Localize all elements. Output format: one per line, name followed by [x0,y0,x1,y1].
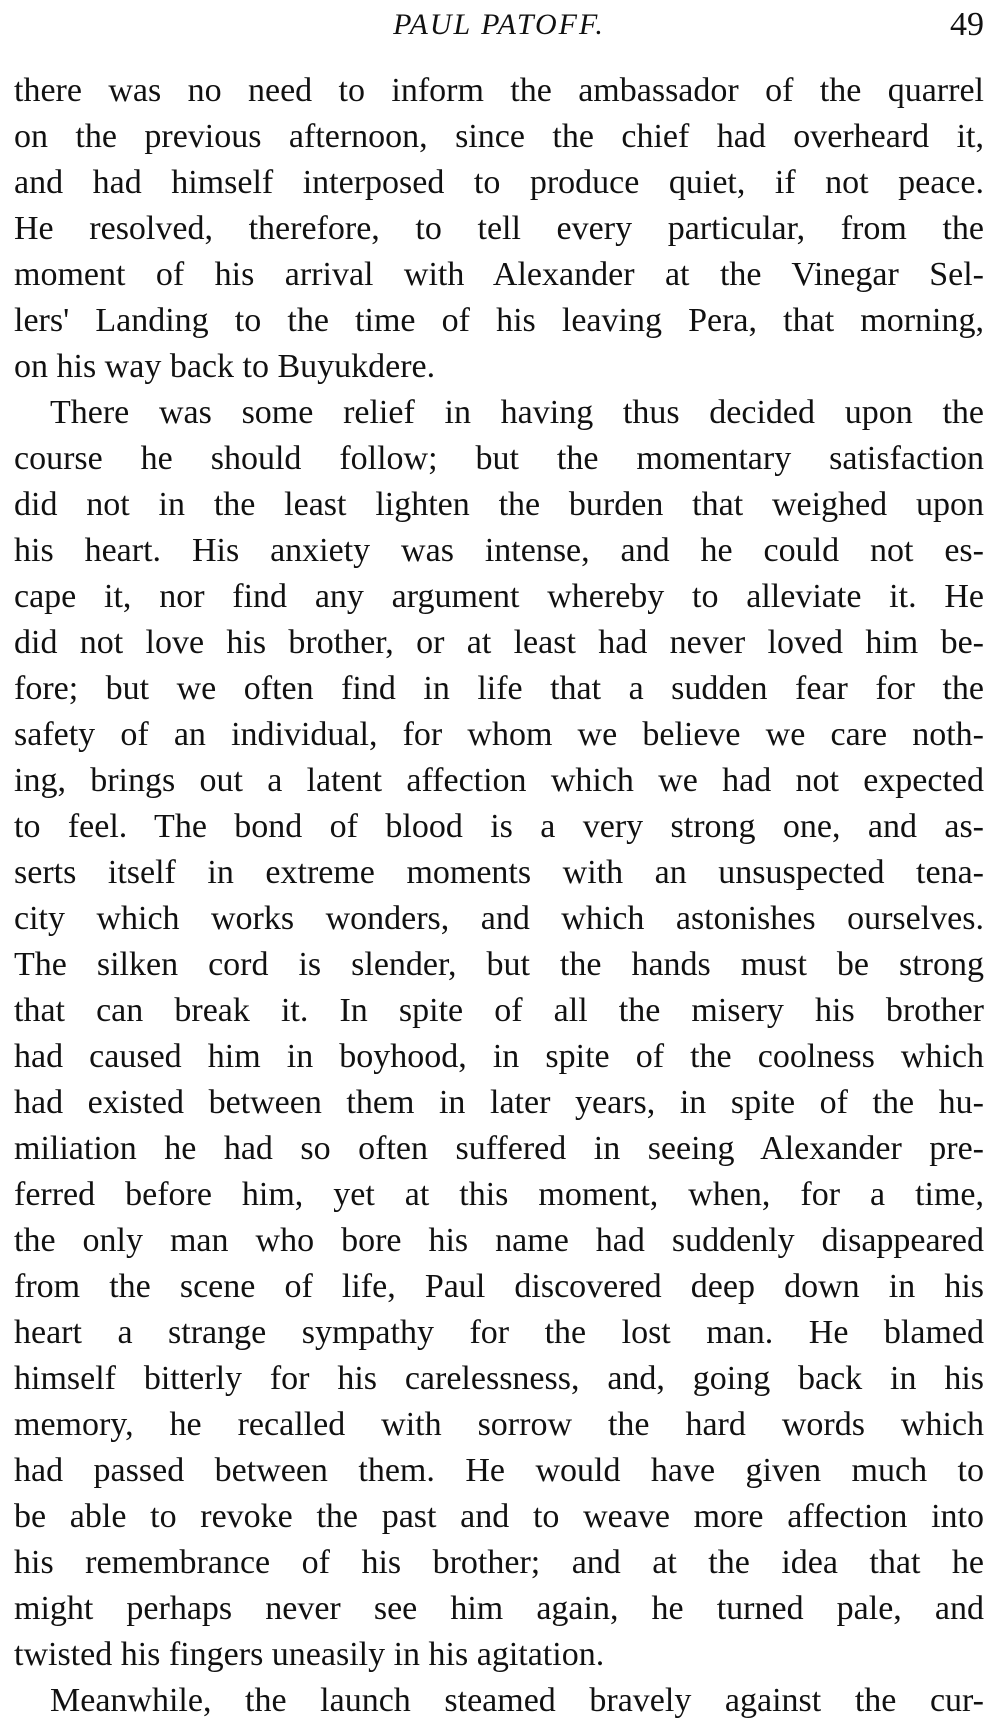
text-line: from the scene of life, Paul discovered deep down in his [14,1268,984,1305]
text-line: safety of an individual, for whom we believe we care noth- [14,716,984,753]
text-line: the only man who bore his name had suddenly disappeared [14,1222,984,1259]
text-line: ferred before him, yet at this moment, when, for a time, [14,1176,984,1213]
paragraph [14,68,984,390]
text-line: had passed between them. He would have given much to [14,1452,984,1489]
text-line: did not love his brother, or at least had never loved him be- [14,624,984,661]
text-line: there was no need to inform the ambassador of the quarrel [14,72,984,109]
paragraph [14,1678,984,1724]
text-line: The silken cord is slender, but the hands must be strong [14,946,984,983]
text-line: miliation he had so often suffered in seeing Alexander pre- [14,1130,984,1167]
text-line: on his way back to Buyukdere. [14,348,436,385]
text-line: There was some relief in having thus decided upon the [50,394,984,431]
text-line: He resolved, therefore, to tell every particular, from the [14,210,984,247]
text-line: heart a strange sympathy for the lost man. He blamed [14,1314,984,1351]
text-line: twisted his fingers uneasily in his agitation. [14,1636,605,1673]
text-line: had existed between them in later years, in spite of the hu- [14,1084,984,1121]
text-line: his heart. His anxiety was intense, and he could not es- [14,532,984,569]
text-line: be able to revoke the past and to weave more affection into [14,1498,984,1535]
text-line: memory, he recalled with sorrow the hard words which [14,1406,984,1443]
text-line: and had himself interposed to produce quiet, if not peace. [14,164,984,201]
text-line: might perhaps never see him again, he turned pale, and [14,1590,984,1627]
text-line: had caused him in boyhood, in spite of the coolness which [14,1038,984,1075]
paragraph [14,390,984,1678]
text-line: did not in the least lighten the burden that weighed upon [14,486,984,523]
running-head [14,6,984,56]
page-number: 49 [950,6,984,43]
text-line: serts itself in extreme moments with an unsuspected tena- [14,854,984,891]
text-line: that can break it. In spite of all the misery his brother [14,992,984,1029]
text-line: course he should follow; but the momentary satisfaction [14,440,984,477]
text-line: city which works wonders, and which astonishes ourselves. [14,900,984,937]
body-text [14,68,984,1724]
text-line: on the previous afternoon, since the chief had overheard it, [14,118,984,155]
text-line: moment of his arrival with Alexander at the Vinegar Sel- [14,256,984,293]
running-title: PAUL PATOFF. [393,8,605,41]
text-line: lers' Landing to the time of his leaving Pera, that morning, [14,302,984,339]
text-line: himself bitterly for his carelessness, and, going back in his [14,1360,984,1397]
text-line: cape it, nor find any argument whereby to alleviate it. He [14,578,984,615]
text-line: fore; but we often find in life that a sudden fear for the [14,670,984,707]
text-line: to feel. The bond of blood is a very strong one, and as- [14,808,984,845]
text-line: ing, brings out a latent affection which we had not expected [14,762,984,799]
text-line: Meanwhile, the launch steamed bravely against the cur- [50,1682,984,1719]
text-line: his remembrance of his brother; and at the idea that he [14,1544,984,1581]
